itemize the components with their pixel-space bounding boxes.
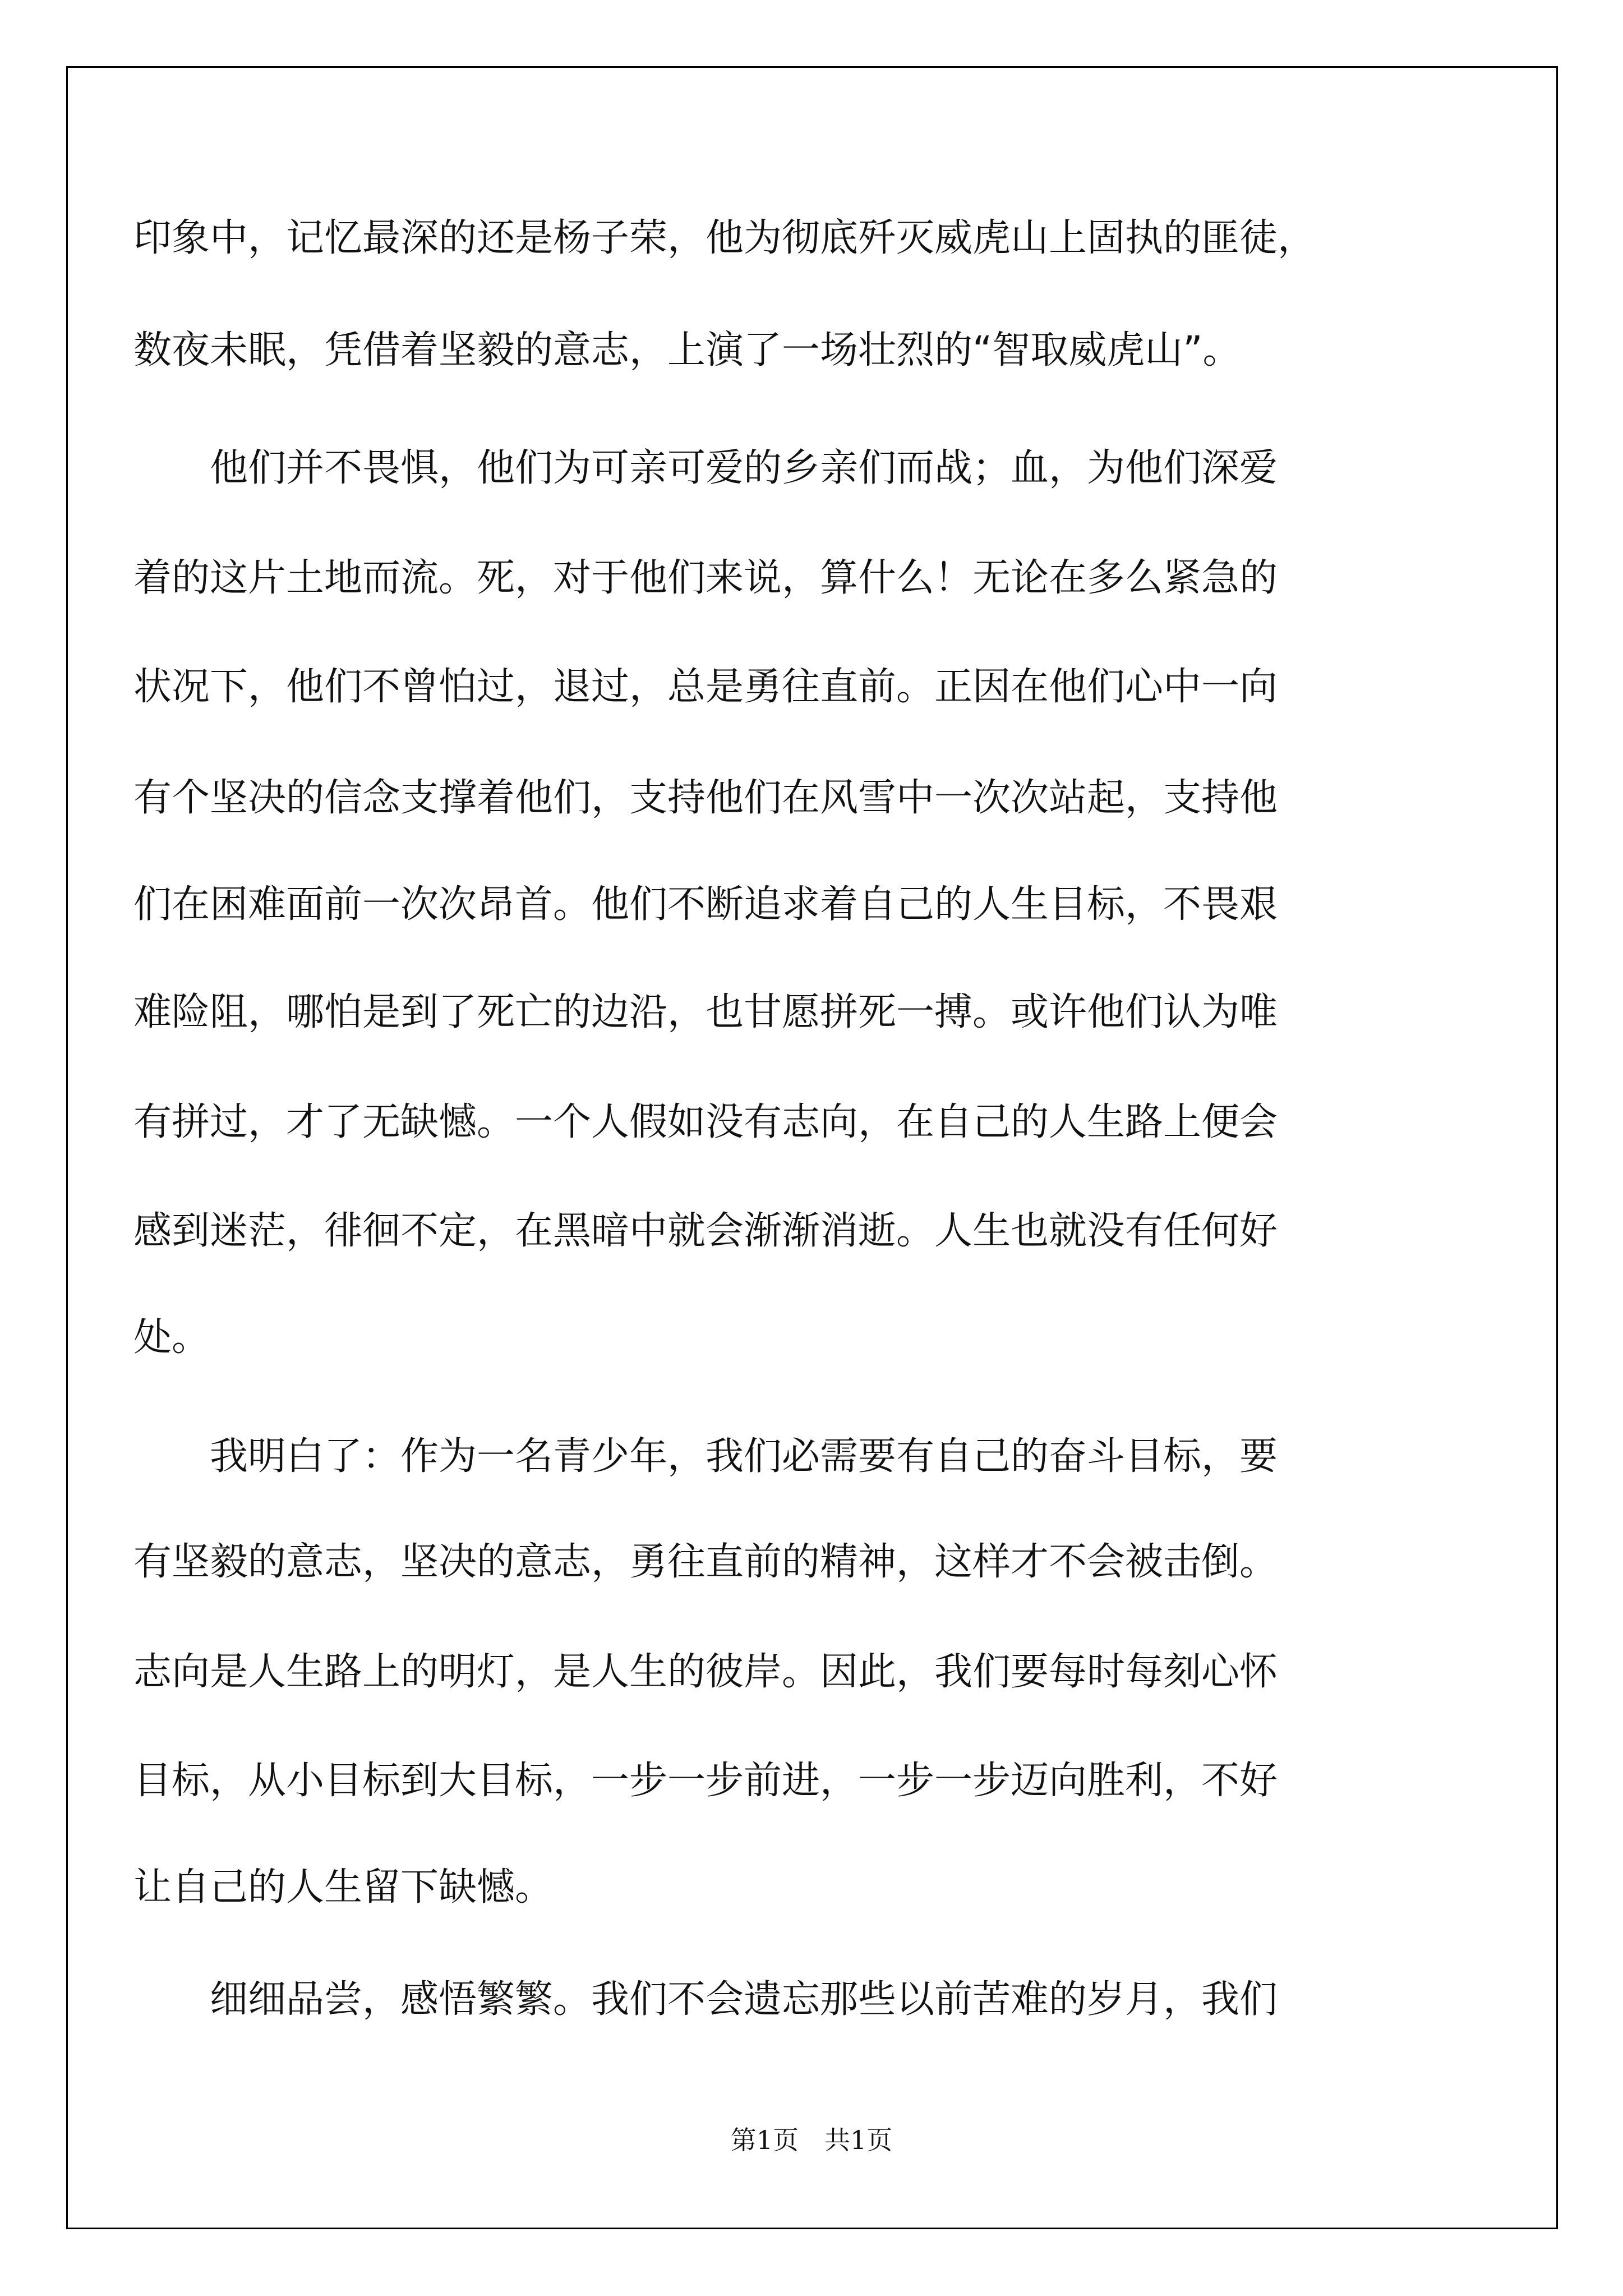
text-line: 状况下，他们不曾怕过，退过，总是勇往直前。正因在他们心中一向 (133, 665, 1278, 709)
text-line: 印象中，记忆最深的还是杨子荣，他为彻底歼灭威虎山上固执的匪徒， (133, 216, 1316, 260)
text-line: 着的这片土地而流。死，对于他们来说，算什么！无论在多么紧急的 (133, 556, 1278, 600)
text-line: 难险阻，哪怕是到了死亡的边沿，也甘愿拼死一搏。或许他们认为唯 (133, 990, 1278, 1034)
text-line: 们在困难面前一次次昂首。他们不断追求着自己的人生目标，不畏艰 (133, 882, 1278, 927)
text-line: 我明白了：作为一名青少年，我们必需要有自己的奋斗目标，要 (133, 1434, 1278, 1479)
text-line: 处。 (133, 1315, 210, 1360)
text-line: 细细品尝，感悟繁繁。我们不会遗忘那些以前苦难的岁月，我们 (133, 1977, 1278, 2022)
text-line: 有个坚决的信念支撑着他们，支持他们在风雪中一次次站起，支持他 (133, 776, 1278, 820)
text-line: 他们并不畏惧，他们为可亲可爱的乡亲们而战；血，为他们深爱 (133, 446, 1278, 490)
text-line: 感到迷茫，徘徊不定，在黑暗中就会渐渐消逝。人生也就没有任何好 (133, 1209, 1278, 1253)
text-line: 让自己的人生留下缺憾。 (133, 1865, 554, 1910)
page-number-footer: 第1页 共1页 (730, 2125, 893, 2155)
text-line: 志向是人生路上的明灯，是人生的彼岸。因此，我们要每时每刻心怀 (133, 1650, 1278, 1694)
text-line: 目标，从小目标到大目标，一步一步前进，一步一步迈向胜利，不好 (133, 1759, 1278, 1803)
text-line: 数夜未眠，凭借着坚毅的意志，上演了一场壮烈的“智取威虎山”。 (133, 328, 1241, 372)
text-line: 有拼过，才了无缺憾。一个人假如没有志向，在自己的人生路上便会 (133, 1100, 1278, 1144)
text-line: 有坚毅的意志，坚决的意志，勇往直前的精神，这样才不会被击倒。 (133, 1540, 1278, 1584)
